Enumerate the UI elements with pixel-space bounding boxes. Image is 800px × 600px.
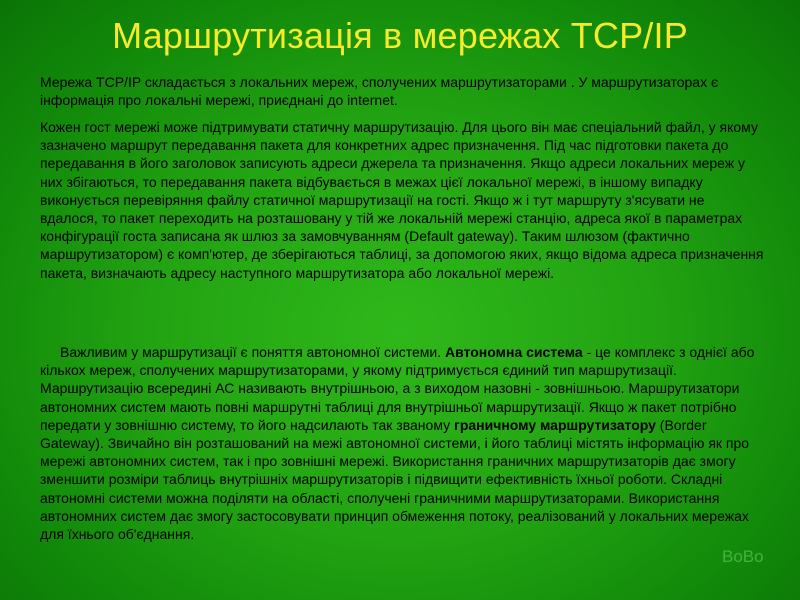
paragraph-3-part-1: Важливим у маршрутизації є поняття автономної системи. — [60, 344, 446, 360]
slide-title: Маршрутизація в мережах TCP/IP — [112, 15, 688, 56]
body-paragraph-1: Мережа TCP/IP складається з локальних мереж, сполучених маршрутизаторами . У маршрутизаторах є інформація про локальні мережі, приєднані до internet. — [40, 74, 719, 109]
body-paragraph-2: Кожен гост мережі може підтримувати статичну маршрутизацію. Для цього він має спеціальний файл, у якому зазначено маршрут передавання пакета для конкретних адрес призначення. Під час підготовки пакета до передавання в його заголовок записують адреси джерела та призначення. Якщо адреси локальних мереж у них збігаються, то передавання пакета відбувається в межах цієї локальної мережі, в іншому випадку виконується перевіряння файлу статичної маршрутизації на гості. Якщо ж і тут маршруту з'ясувати не вдалося, то пакет переходить на розташовану у тій же локальній мережі станцію, адреса якої в параметрах конфігурації госта записана як шлюз за замовчуванням (Default gateway). Таким шлюзом (фактично маршрутизатором) є комп'ютер, де зберігаються таблиці, за допомогою яких, якщо відома адреса призначення пакета, визначають адресу наступного маршрутизатора або локальної мережі. — [40, 119, 764, 281]
body-paragraph-3 — [40, 343, 766, 543]
paragraph-3-part-3: (Border Gateway). Звичайно він розташований на межі автономної системи, і його таблиці містять інформацію як про мережі автономних систем, так і про зовнішні мережі. Використання граничних маршрутизаторів дає змогу зменшити розміри таблиць внутрішніх маршрутизаторів і підвищити ефективність їхньої роботи. Складні автономні системи можна поділяти на області, сполучені граничними маршрутизаторами. Використання автономних систем дає змогу застосовувати принцип обмеження потоку, реалізований у локальних мережах для їхнього об'єднання. — [40, 416, 750, 543]
paragraph-3-part-2: - це комплекс з однієї або кількох мереж, сполучених маршрутизаторами, у якому підтримується єдиний тип маршрутизації. Маршрутизацію всередині АС називають внутрішньою, а з виходом назовні - зовнішньою. Маршрутизатори автономних систем мають повні маршрутні таблиці для внутрішньої маршрутизації. Якщо ж пакет потрібно передати у зовнішню систему, то його надсилають так званому — [40, 344, 755, 433]
term-autonomous-system: Автономна система — [445, 344, 583, 360]
watermark: BoBo — [722, 547, 764, 566]
term-border-router: граничному маршрутизатору — [453, 416, 656, 433]
